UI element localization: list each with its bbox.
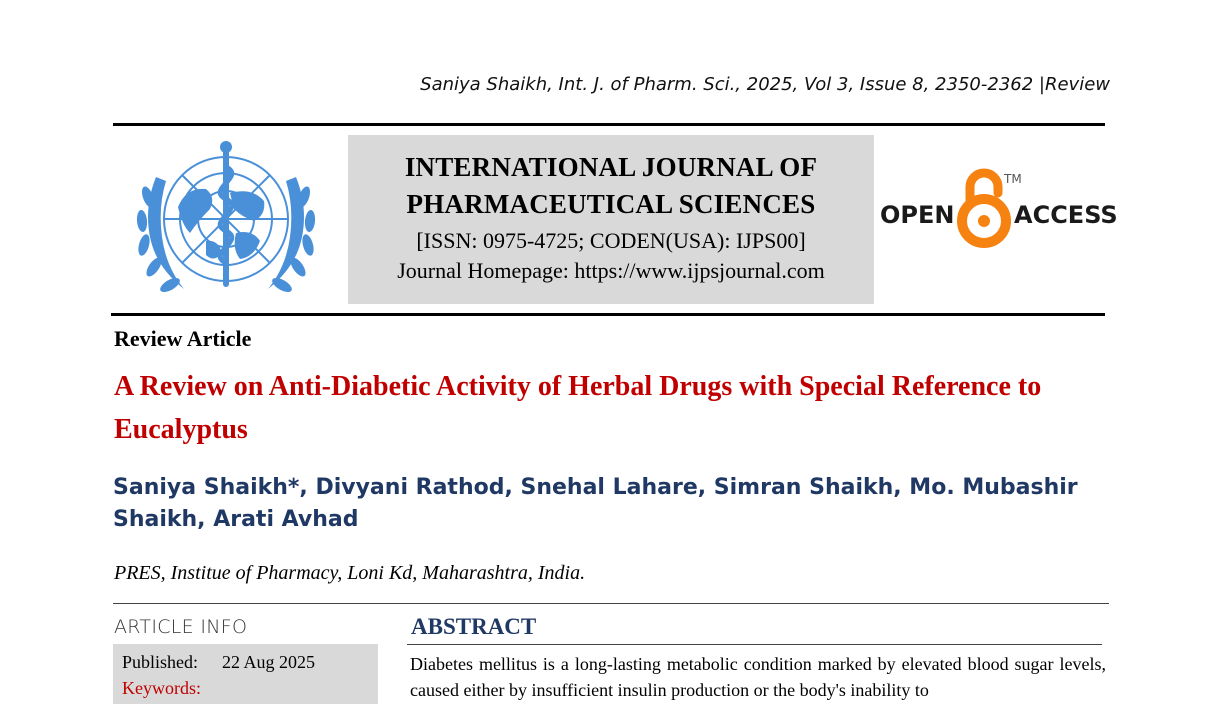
running-head: Saniya Shaikh, Int. J. of Pharm. Sci., 2025, Vol 3, Issue 8, 2350-2362 |Review — [420, 74, 1110, 95]
keywords-label: Keywords: — [122, 678, 201, 698]
article-authors: Saniya Shaikh*, Divyani Rathod, Snehal Lahare, Simran Shaikh, Mo. Mubashir Shaikh, Arati Avhad — [113, 475, 1078, 532]
article-info-panel — [113, 644, 378, 704]
header-bottom-rule — [111, 313, 1105, 316]
open-access-word-left: OPEN — [880, 201, 955, 229]
abstract-heading: ABSTRACT — [411, 614, 537, 639]
published-date: 22 Aug 2025 — [222, 652, 316, 672]
padlock-keyhole-icon — [978, 215, 990, 227]
journal-homepage: Journal Homepage: https://www.ijpsjournal.com — [397, 258, 825, 283]
journal-masthead — [348, 135, 874, 304]
abstract-rule — [407, 644, 1102, 645]
section-divider — [113, 603, 1109, 604]
article-info-heading: ARTICLE INFO — [114, 616, 248, 638]
header-top-rule — [113, 123, 1105, 126]
author-affiliation: PRES, Institue of Pharmacy, Loni Kd, Maharashtra, India. — [114, 562, 586, 584]
abstract-text: Diabetes mellitus is a long-lasting metabolic condition marked by elevated blood sugar levels, caused either by insufficient insulin production or the body's inability to — [410, 654, 1106, 700]
article-title: A Review on Anti-Diabetic Activity of Herbal Drugs with Special Reference to Eucalyptus — [114, 371, 1042, 445]
article-type: Review Article — [114, 326, 252, 351]
trademark-label: TM — [1004, 172, 1022, 186]
journal-emblem-icon — [126, 137, 326, 307]
published-row — [122, 649, 378, 675]
open-access-logo — [880, 165, 1118, 255]
open-access-word-right: ACCESS — [1014, 201, 1118, 229]
journal-title-line-1: INTERNATIONAL JOURNAL OF — [404, 152, 818, 182]
published-label: Published: — [122, 652, 199, 672]
journal-title-line-2: PHARMACEUTICAL SCIENCES — [406, 189, 816, 219]
journal-issn: [ISSN: 0975-4725; CODEN(USA): IJPS00] — [416, 228, 806, 253]
